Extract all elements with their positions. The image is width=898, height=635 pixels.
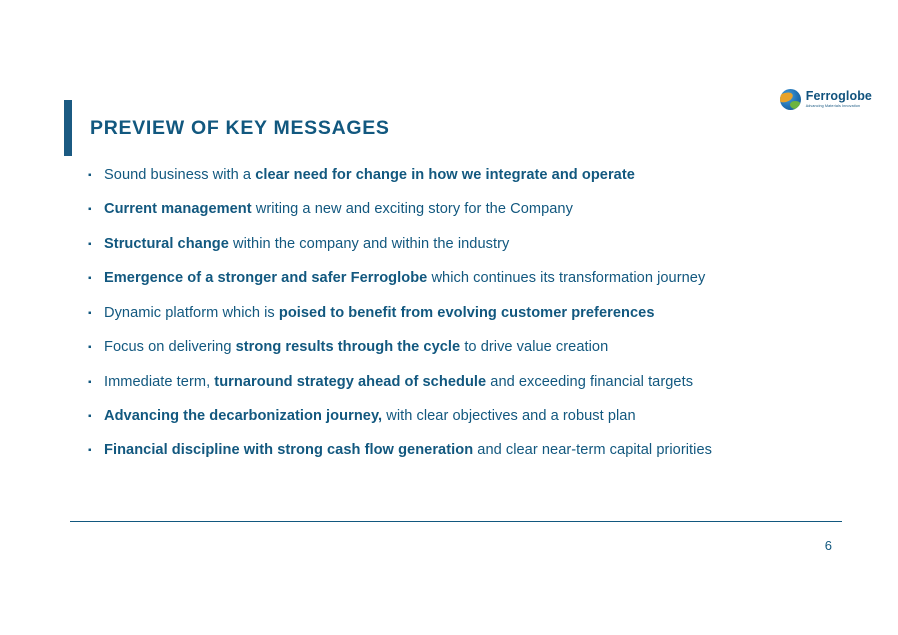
list-item-text: Financial discipline with strong cash flow generation and clear near-term capital priorities xyxy=(104,442,712,459)
list-item-text: Emergence of a stronger and safer Ferroglobe which continues its transformation journey xyxy=(104,270,706,287)
list-item-text: Focus on delivering strong results through the cycle to drive value creation xyxy=(104,339,609,356)
footer-divider xyxy=(70,521,842,522)
logo-company-name: Ferroglobe xyxy=(805,89,872,104)
list-item xyxy=(88,373,858,391)
list-item xyxy=(88,304,858,322)
bullet-marker-icon: ▪ xyxy=(88,238,92,250)
list-item xyxy=(88,235,858,253)
bullet-marker-icon: ▪ xyxy=(88,376,92,388)
bullet-marker-icon: ▪ xyxy=(88,307,92,319)
list-item xyxy=(88,166,858,184)
list-item xyxy=(88,269,858,287)
ferroglobe-globe-icon xyxy=(780,89,801,110)
page-title: PREVIEW OF KEY MESSAGES xyxy=(90,116,390,139)
list-item-text: Structural change within the company and within the industry xyxy=(104,235,510,252)
bullet-marker-icon: ▪ xyxy=(88,204,92,216)
list-item xyxy=(88,200,858,218)
bullet-marker-icon: ▪ xyxy=(88,273,92,285)
slide-title-block xyxy=(64,100,390,156)
bullet-marker-icon: ▪ xyxy=(88,445,92,457)
page-number: 6 xyxy=(824,538,832,553)
list-item-text: Immediate term, turnaround strategy ahead of schedule and exceeding financial targets xyxy=(104,373,694,390)
company-logo xyxy=(780,89,872,110)
list-item-text: Dynamic platform which is poised to benefit from evolving customer preferences xyxy=(104,304,655,321)
list-item xyxy=(88,338,858,356)
bullet-marker-icon: ▪ xyxy=(88,342,92,354)
list-item xyxy=(88,441,858,459)
list-item-text: Current management writing a new and exciting story for the Company xyxy=(104,201,573,218)
logo-tagline: Advancing Materials Innovation xyxy=(805,103,861,108)
list-item xyxy=(88,407,858,425)
logo-wordmark xyxy=(806,90,872,108)
bullet-marker-icon: ▪ xyxy=(88,170,92,181)
title-accent-bar xyxy=(64,100,72,156)
key-messages-list xyxy=(88,166,858,476)
list-item-text: Sound business with a clear need for change in how we integrate and operate xyxy=(104,167,635,183)
bullet-marker-icon: ▪ xyxy=(88,410,92,422)
list-item-text: Advancing the decarbonization journey, with clear objectives and a robust plan xyxy=(104,407,636,424)
